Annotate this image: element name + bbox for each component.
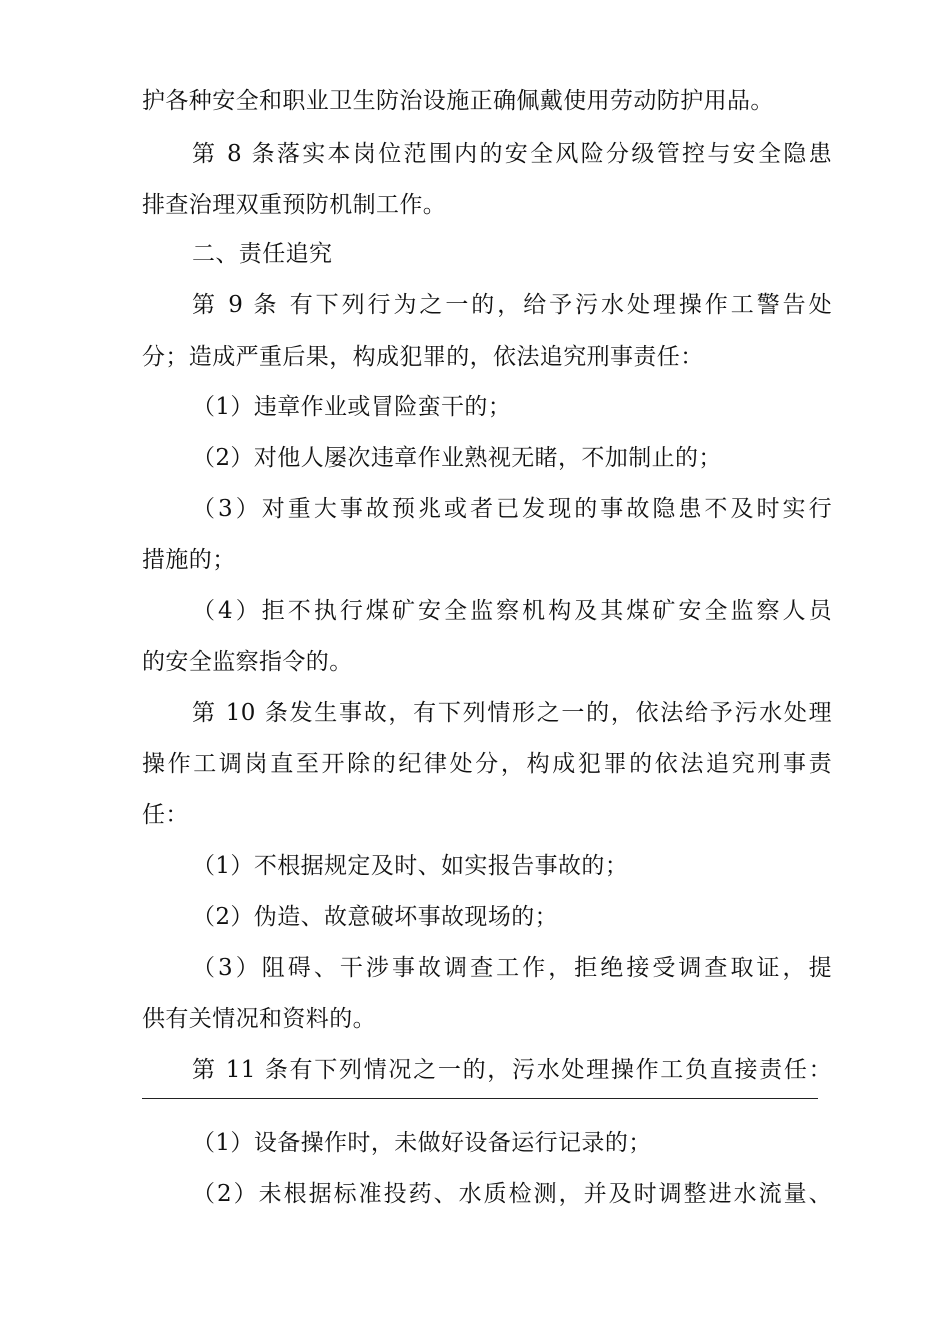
list-item: （1）不根据规定及时、如实报告事故的；	[192, 853, 629, 879]
list-item: （1）违章作业或冒险蛮干的；	[192, 394, 512, 420]
paragraph-line: 护各种安全和职业卫生防治设施正确佩戴使用劳动防护用品。	[142, 88, 774, 114]
page-divider	[142, 1098, 818, 1099]
list-item: （1）设备操作时，未做好设备运行记录的；	[192, 1130, 652, 1156]
list-item: （3）阻碍、干涉事故调查工作，拒绝接受调查取证，提	[192, 955, 832, 981]
list-item: （4）拒不执行煤矿安全监察机构及其煤矿安全监察人员	[192, 598, 832, 624]
article-11-heading-line: 第 11 条有下列情况之一的，污水处理操作工负直接责任：	[192, 1057, 832, 1083]
article-9-heading-line: 第 9 条 有下列行为之一的，给予污水处理操作工警告处	[192, 292, 832, 318]
list-item: （3）对重大事故预兆或者已发现的事故隐患不及时实行	[192, 496, 832, 522]
paragraph-line: 措施的；	[142, 547, 236, 573]
paragraph-line: 排查治理双重预防机制工作。	[142, 192, 447, 218]
paragraph-line: 分；造成严重后果，构成犯罪的，依法追究刑事责任：	[142, 344, 704, 370]
paragraph-line: 供有关情况和资料的。	[142, 1006, 376, 1032]
paragraph-line: 操作工调岗直至开除的纪律处分，构成犯罪的依法追究刑事责	[142, 751, 832, 777]
article-8-heading-line: 第 8 条落实本岗位范围内的安全风险分级管控与安全隐患	[192, 141, 832, 167]
section-heading: 二、责任追究	[192, 241, 333, 267]
list-item: （2）对他人屡次违章作业熟视无睹，不加制止的；	[192, 445, 722, 471]
paragraph-line: 的安全监察指令的。	[142, 649, 353, 675]
list-item: （2）未根据标准投药、水质检测，并及时调整进水流量、	[192, 1181, 832, 1207]
list-item: （2）伪造、故意破坏事故现场的；	[192, 904, 559, 930]
paragraph-line: 任：	[142, 802, 189, 828]
article-10-heading-line: 第 10 条发生事故，有下列情形之一的，依法给予污水处理	[192, 700, 832, 726]
